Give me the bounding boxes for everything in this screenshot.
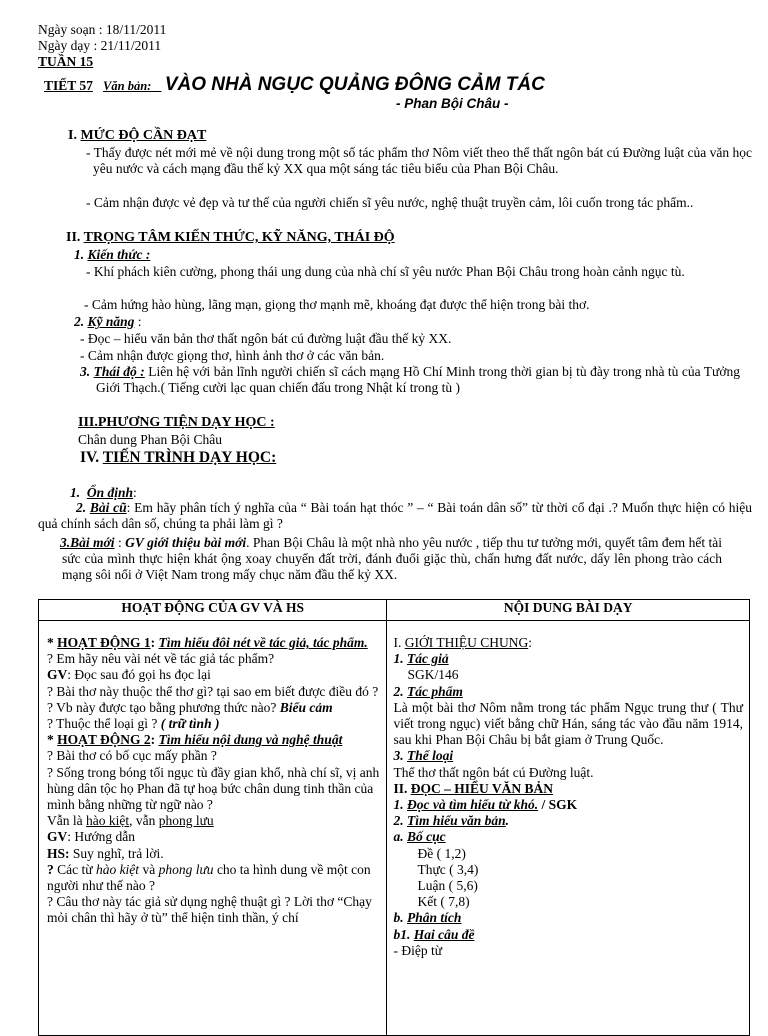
question: ? Bài thơ này thuộc thể thơ gì? tại sao em biết được điều đó ? bbox=[47, 683, 379, 699]
section-3-heading: III.PHƯƠNG TIỆN DẠY HỌC : bbox=[78, 415, 275, 430]
prep-date: Ngày soạn : 18/11/2011 bbox=[38, 22, 167, 37]
activity-1-title: Tìm hiểu đôi nét về tác giả, tác phẩm. bbox=[158, 635, 368, 650]
teach-date: Ngày dạy : 21/11/2011 bbox=[38, 38, 162, 53]
question: ? Câu thơ này tác giả sử dụng nghệ thuật gì ? Lời thơ “Chạy mỏi chân thì hãy ở tù” thể hiện tinh thần, ý chí bbox=[47, 894, 372, 926]
knowledge-heading: 1. Kiến thức : bbox=[74, 247, 151, 262]
week-label: TUẦN 15 bbox=[38, 54, 94, 69]
structure-item: Đề ( 1,2) bbox=[417, 845, 466, 861]
period-label: TIẾT 57 bbox=[44, 78, 93, 93]
activity-2-label: HOẠT ĐỘNG 2 bbox=[57, 732, 151, 748]
col-header-content: NỘI DUNG BÀI DẠY bbox=[387, 600, 750, 621]
col-header-activities: HOẠT ĐỘNG CỦA GV VÀ HS bbox=[39, 600, 387, 621]
content-cell: I. GIỚI THIỆU CHUNG: 1. Tác giả SGK/146 2. Tác phẩm Là một bài thơ Nôm nằm trong tác phẩm Ngục trung thư ( Thư viết trong ngục) viết bằng chữ Hán, sáng tác vào đầu năm 1914, sau khi Phan Bội Châu bị bắt giam ở Trung Quốc. 3. Thể loại Thể thơ thất ngôn bát cú Đường luật. II. ĐỌC – HIỂU VĂN BẢN 1. Đọc và tìm hiểu từ khó. / SGK 2. Tìm hiểu văn bản. a. Bố cục Đề ( 1,2) Thực ( 3,4) Luận ( 5,6) Kết ( 7,8) b. Phân tích b1. Hai câu đề - Điệp từ bbox=[387, 621, 750, 1036]
reading-heading: ĐỌC – HIỂU VĂN BẢN bbox=[410, 780, 554, 796]
question: ? Sống trong bóng tối ngục tù đầy gian khổ, nhà chí sĩ, vị anh hùng dân tộc họ Phan đã tự hoạ bức chân dung tinh thần của mình bằng những từ ngữ nào ? bbox=[47, 764, 380, 813]
activity-2-title: Tìm hiểu nội dung và nghệ thuật bbox=[158, 732, 343, 748]
title-line bbox=[44, 74, 545, 97]
section-4-heading: IV. TIẾN TRÌNH DẠY HỌC: bbox=[80, 449, 277, 466]
knowledge-item: - Cảm hứng hào hùng, lãng mạn, giọng thơ mạnh mẽ, khoáng đạt được thể hiện trong bài thơ. bbox=[84, 297, 590, 312]
question: ? Vb này được tạo bằng phương thức nào? Biểu cảm bbox=[47, 699, 333, 715]
lesson-table bbox=[38, 599, 750, 1036]
section-2-heading: II. TRỌNG TÂM KIẾN THỨC, KỸ NĂNG, THÁI ĐỘ bbox=[66, 230, 395, 245]
section-1-item: - Thấy được nét mới mẻ về nội dung trong một số tác phẩm thơ Nôm viết theo thể thất ngôn bát cú Đường luật của văn học yêu nước và cách mạng đầu thế kỷ XX qua một sáng tác tiêu biểu của Phan Bội Châu. bbox=[86, 145, 752, 176]
page-title: VÀO NHÀ NGỤC QUẢNG ĐÔNG CẢM TÁC bbox=[164, 74, 545, 95]
structure-item: Thực ( 3,4) bbox=[417, 861, 479, 877]
structure-item: Kết ( 7,8) bbox=[417, 894, 470, 910]
question: ? Bài thơ có bố cục mấy phần ? bbox=[47, 748, 217, 764]
general-intro-heading: GIỚI THIỆU CHUNG bbox=[404, 635, 529, 650]
skills-item: - Cảm nhận được giọng thơ, hình ảnh thơ ở các văn bản. bbox=[80, 348, 385, 363]
author: - Phan Bội Châu - bbox=[396, 96, 509, 111]
section-1-heading: I. MỨC ĐỘ CẦN ĐẠT bbox=[68, 128, 207, 143]
question: ? Các từ hào kiệt và phong lưu cho ta hình dung về một con người như thế nào ? bbox=[47, 861, 371, 894]
skills-heading: 2. Kỹ năng : bbox=[74, 314, 142, 329]
structure-item: Luận ( 5,6) bbox=[417, 878, 478, 894]
section-3-item: Chân dung Phan Bội Châu bbox=[78, 432, 222, 447]
attitude-item: 3. Thái độ : Liên hệ với bản lĩnh người chiến sĩ cách mạng Hồ Chí Minh trong thời gian bị tù đày trong nhà tù của Tưởng Giới Thạch.( Tiếng cười lạc quan chiến đấu trong Nhật kí trong tù ) bbox=[80, 364, 741, 395]
section-1-item: - Cảm nhận được vẻ đẹp và tư thế của người chiến sĩ yêu nước, nghệ thuật truyền cảm, lôi cuốn trong tác phẩm.. bbox=[86, 195, 694, 210]
step-new-lesson: 3.Bài mới : GV giới thiệu bài mới. Phan Bội Châu là một nhà nho yêu nước , tiếp thu tư tưởng mới, quyết tâm đem hết tài sức của mình thực hiện khát ộng xoay chuyển đất trời, đánh đuổi giặc thù, chấn hưng đất nước, dấy lên phong trào cách mạng sôi nổi ở Việt Nam trong mấy chục năm đầu thế kỷ XX. bbox=[60, 535, 722, 582]
question: ? Thuộc thể loại gì ? ( trữ tình ) bbox=[47, 716, 220, 732]
skills-item: - Đọc – hiểu văn bản thơ thất ngôn bát cú đường luật đầu thế kỷ XX. bbox=[80, 331, 452, 346]
step-stabilize: 1. Ổn định: bbox=[70, 485, 137, 500]
activities-cell: * HOẠT ĐỘNG 1: Tìm hiểu đôi nét về tác giả, tác phẩm. ? Em hãy nêu vài nét về tác giả tác phẩm? GV: Đọc sau đó gọi hs đọc lại ? Bài thơ này thuộc thể thơ gì? tại sao em biết được điều đó ? ? Vb này được tạo bằng phương thức nào? Biểu cảm ? Thuộc thể loại gì ? ( trữ tình ) * HOẠT ĐỘNG 2: Tìm hiểu nội dung và nghệ thuật ? Bài thơ có bố cục mấy phần ? ? Sống trong bóng tối ngục tù đầy gian khổ, nhà chí sĩ, vị anh hùng dân tộc họ Phan đã tự hoạ bức chân dung tinh thần của mình bằng những từ ngữ nào ? Vẫn là hào kiệt, vẫn phong lưu GV: Hướng dẫn HS: Suy nghĩ, trả lời. ? Các từ hào kiệt và phong lưu cho ta hình dung về một con người như thế nào ? ? Câu thơ này tác giả sử dụng nghệ thuật gì ? Lời thơ “Chạy mỏi chân thì hãy ở tù” thể hiện tinh thần, ý chí bbox=[39, 621, 387, 1036]
text-label: Văn bản: bbox=[103, 79, 152, 93]
activity-1-label: HOẠT ĐỘNG 1 bbox=[57, 635, 151, 650]
step-review: 2. Bài cũ: Em hãy phân tích ý nghĩa của “ Bài toán hạt thóc ” – “ Bài toán dân số” từ thời cổ đại .? Muốn thực hiện có hiệu quả chính sách dân số, chúng ta phải làm gì ? bbox=[38, 500, 753, 531]
question: ? Em hãy nêu vài nét về tác giả tác phẩm? bbox=[47, 651, 275, 667]
knowledge-item: - Khí phách kiên cường, phong thái ung dung của nhà chí sĩ yêu nước Phan Bội Châu trong hoàn cảnh ngục tù. bbox=[86, 264, 685, 279]
